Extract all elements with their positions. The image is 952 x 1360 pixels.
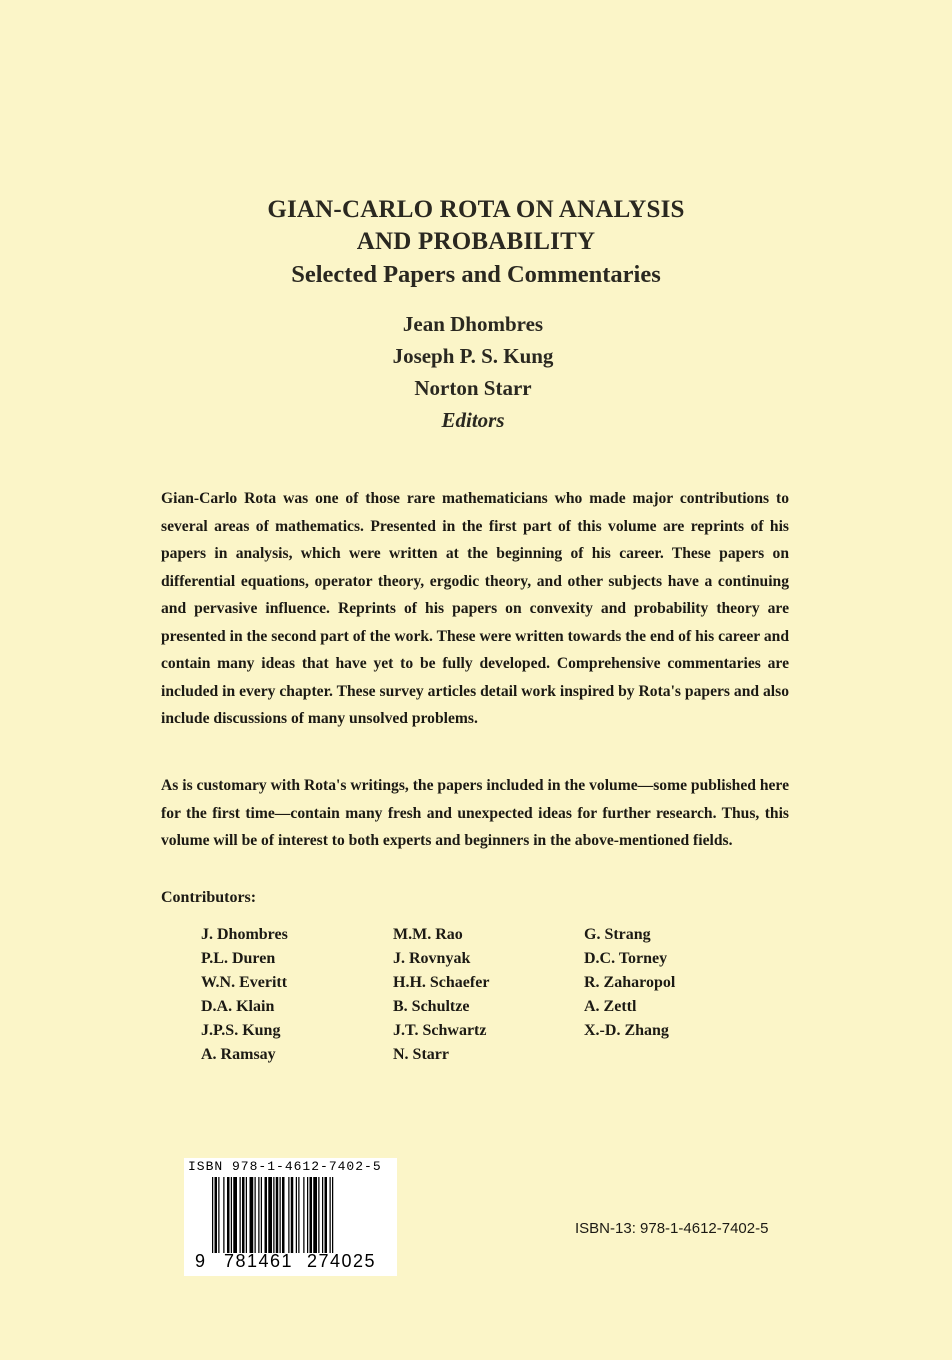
contributor-name: G. Strang: [584, 926, 651, 943]
barcode-digit-first: 9: [195, 1251, 206, 1271]
contributor-name: H.H. Schaefer: [393, 974, 490, 991]
contributor-name: A. Zettl: [584, 998, 637, 1015]
editor-name: Jean Dhombres: [402, 312, 544, 336]
book-title-line-2: AND PROBABILITY: [356, 228, 596, 255]
contributor-name: J. Dhombres: [201, 926, 288, 943]
editor-name: Joseph P. S. Kung: [392, 344, 554, 368]
contributor-name: N. Starr: [393, 1046, 449, 1063]
barcode-digits-group-1: 781461: [224, 1251, 294, 1271]
contributor-name: A. Ramsay: [201, 1046, 276, 1063]
contributors-column-2: [393, 923, 489, 1067]
barcode-isbn-text: ISBN 978-1-4612-7402-5: [188, 1159, 382, 1174]
barcode-digits-group-2: 274025: [307, 1251, 377, 1271]
contributors-column-3: [584, 923, 675, 1043]
contributor-name: X.-D. Zhang: [584, 1022, 669, 1039]
contributor-name: J. Rovnyak: [393, 950, 471, 967]
book-title-line-1: GIAN-CARLO ROTA ON ANALYSIS: [267, 196, 685, 223]
contributor-name: D.C. Torney: [584, 950, 668, 967]
book-title-block: [0, 194, 952, 292]
contributor-name: B. Schultze: [393, 998, 470, 1015]
contributor-name: R. Zaharopol: [584, 974, 676, 991]
contributors-column-1: [201, 923, 288, 1067]
isbn-barcode: [184, 1158, 397, 1276]
contributor-name: D.A. Klain: [201, 998, 275, 1015]
contributor-name: P.L. Duren: [201, 950, 276, 967]
barcode-bars: [212, 1177, 390, 1253]
isbn13-label: ISBN-13: 978-1-4612-7402-5: [575, 1220, 769, 1237]
contributors-heading: Contributors:: [161, 889, 257, 906]
description-paragraph-2: As is customary with Rota's writings, the papers included in the volume—some published here for the first time—contain many fresh and unexpected ideas for further research. Thus, this volume will be of interest to both experts and beginners in the above-mentioned fields.: [161, 777, 789, 849]
contributor-name: W.N. Everitt: [201, 974, 288, 991]
contributor-name: J.T. Schwartz: [393, 1022, 487, 1039]
contributor-name: M.M. Rao: [393, 926, 463, 943]
editor-name: Norton Starr: [414, 376, 532, 400]
barcode-digits: [184, 1251, 397, 1275]
description-paragraph-1: Gian-Carlo Rota was one of those rare mathematicians who made major contributions to several areas of mathematics. Presented in the first part of this volume are reprints of his papers in analysis, which were written at the beginning of his career. These papers on differential equations, operator theory, ergodic theory, and other subjects have a continuing and pervasive influence. Reprints of his papers on convexity and probability theory are presented in the second part of the work. These were written towards the end of his career and contain many ideas that have yet to be fully developed. Comprehensive commentaries are included in every chapter. These survey articles detail work inspired by Rota's papers and also include discussions of many unsolved problems.: [161, 490, 789, 727]
editors-label: Editors: [441, 408, 505, 432]
book-subtitle: Selected Papers and Commentaries: [291, 261, 661, 288]
contributor-name: J.P.S. Kung: [201, 1022, 281, 1039]
editors-block: [0, 308, 946, 436]
